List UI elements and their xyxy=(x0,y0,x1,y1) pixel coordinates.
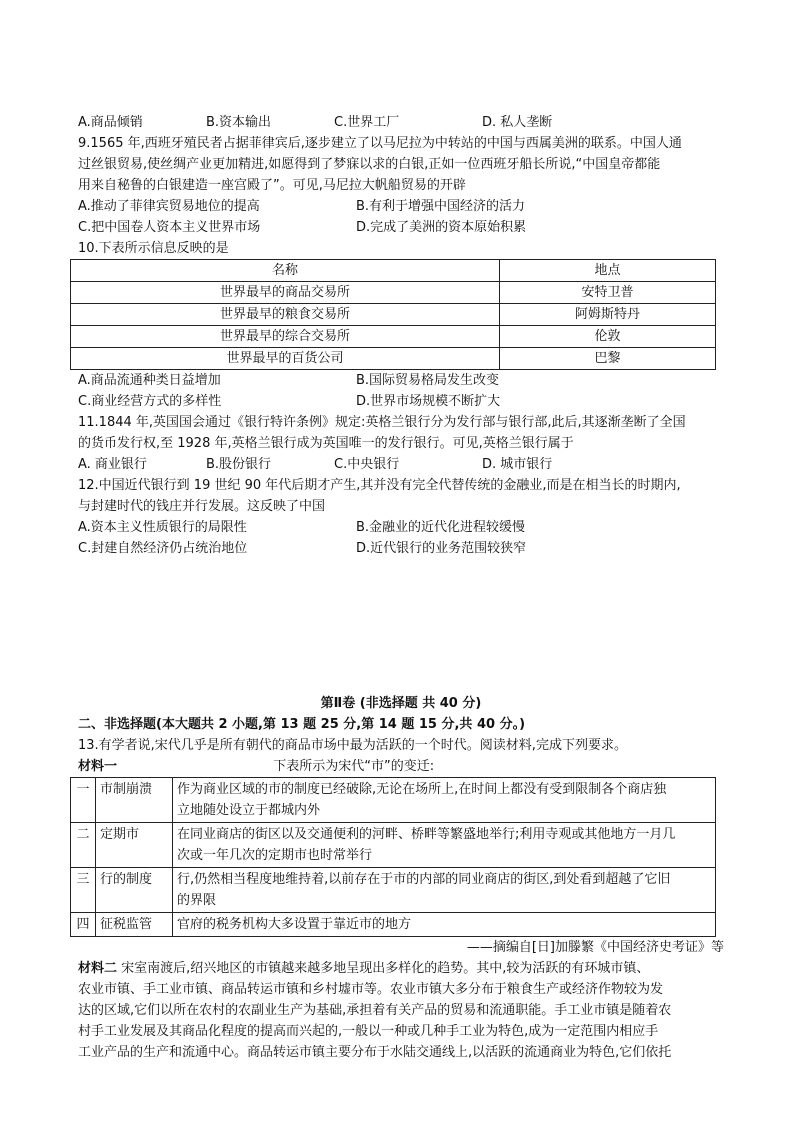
q11-option-d: D. 城市银行 xyxy=(482,457,553,472)
q8-option-c: C.世界工厂 xyxy=(334,115,400,130)
material-2-line: 达的区域,它们以所在农村的农副业生产为基础,承担着有关产品的贸易和流通职能。手工业市镇是随着农 xyxy=(78,1003,672,1018)
material-2-line: 农业市镇、手工业市镇、商品转运市镇和乡村墟市等。农业市镇大多分布于粮食生产或经济作物较为发 xyxy=(78,982,664,997)
q11-option-b: B.股份银行 xyxy=(206,457,272,472)
q9-line: 用来自秘鲁的白银建造一座宫殿了”。可见,马尼拉大帆船贸易的开辟 xyxy=(78,178,466,193)
material-1-caption: 下表所示为宋代“市”的变迁: xyxy=(273,759,435,774)
q10-options-row2 xyxy=(78,391,724,412)
row-text xyxy=(173,868,716,913)
table-header-row xyxy=(71,260,716,282)
q11-line: 11.1844 年,英国国会通过《银行特许条例》规定:英格兰银行分为发行部与银行部,此后,其逐渐垄断了全国 xyxy=(78,415,686,430)
q9-line: 9.1565 年,西班牙殖民者占据菲律宾后,逐步建立了以马尼拉为中转站的中国与西属美洲的联系。中国人通 xyxy=(78,136,682,151)
q12-line: 12.中国近代银行到 19 世纪 90 年代后期才产生,其并没有完全代替传统的金融业,而是在相当长的时期内, xyxy=(78,478,681,493)
material-2-line: 工业产品的生产和流通中心。商品转运市镇主要分布于水陆交通线上,以活跃的流通商业为特色,它们依托 xyxy=(78,1045,672,1060)
material-1-label: 材料一 xyxy=(78,759,118,774)
table-cell: 世界最早的综合交易所 xyxy=(71,326,500,348)
q12-options-row2 xyxy=(78,538,724,559)
table-row xyxy=(71,823,716,868)
q9-option-b: B.有利于增强中国经济的活力 xyxy=(356,199,526,214)
q9-stem xyxy=(78,133,724,196)
q9-option-c: C.把中国卷人资本主义世界市场 xyxy=(78,220,261,235)
row-key: 定期市 xyxy=(96,823,173,868)
table-row xyxy=(71,326,716,348)
row-text-line: 立地随处设立于都城内外 xyxy=(177,803,321,818)
q8-option-d: D. 私人垄断 xyxy=(482,115,553,130)
row-text xyxy=(173,778,716,823)
blank-space xyxy=(78,559,724,693)
q8-option-b: B.资本输出 xyxy=(206,115,272,130)
q12-stem xyxy=(78,475,724,517)
table-cell: 安特卫普 xyxy=(499,282,715,304)
table-row xyxy=(71,348,716,370)
table-cell: 世界最早的商品交易所 xyxy=(71,282,500,304)
q9-line: 过丝银贸易,使丝绸产业更加精进,如愿得到了梦寐以求的白银,正如一位西班牙船长所说,“中国皇帝都能 xyxy=(78,157,661,172)
table-row xyxy=(71,778,716,823)
material-2-label: 材料二 xyxy=(78,961,118,976)
q9-option-d: D.完成了美洲的资本原始积累 xyxy=(356,220,527,235)
row-number: 一 xyxy=(71,778,96,823)
material-2-first-line xyxy=(78,958,724,979)
table-row xyxy=(71,304,716,326)
q9-options-row1 xyxy=(78,196,724,217)
q12-line: 与封建时代的钱庄并行发展。这反映了中国 xyxy=(78,499,326,514)
table-row xyxy=(71,868,716,913)
row-number: 二 xyxy=(71,823,96,868)
material-2 xyxy=(78,958,724,1063)
row-number: 三 xyxy=(71,868,96,913)
q11-stem xyxy=(78,412,724,454)
row-text-line: 官府的税务机构大多设置于靠近市的地方 xyxy=(177,917,412,932)
q10-table xyxy=(70,259,716,370)
q10-option-b: B.国际贸易格局发生改变 xyxy=(356,373,500,388)
material-1-header xyxy=(78,756,724,777)
q12-options-row1 xyxy=(78,517,724,538)
row-text-line: 次或一年几次的定期市也时常举行 xyxy=(177,848,373,863)
table-cell: 巴黎 xyxy=(499,348,715,370)
q10-stem: 10.下表所示信息反映的是 xyxy=(78,241,229,256)
section-heading: 二、非选择题(本大题共 2 小题,第 13 题 25 分,第 14 题 15 分,共 40 分。) xyxy=(78,717,526,732)
q13-market-table xyxy=(70,777,716,937)
table-cell: 伦敦 xyxy=(499,326,715,348)
table-header-name: 名称 xyxy=(71,260,500,282)
q12-option-d: D.近代银行的业务范围较狭窄 xyxy=(356,541,527,556)
row-text xyxy=(173,913,716,937)
material-1-source: ——摘编自[日]加滕繁《中国经济史考证》等 xyxy=(466,940,724,955)
row-text-line: 的界限 xyxy=(177,893,217,908)
row-text-line: 作为商业区域的市的制度已经破除,无论在场所上,在时间上都没有受到限制各个商店独 xyxy=(177,782,667,797)
material-2-line: 村手工业发展及其商品化程度的提高而兴起的,一般以一种或几种手工业为特色,成为一定范围内相应手 xyxy=(78,1024,659,1039)
row-key: 市制崩溃 xyxy=(96,778,173,823)
row-text-line: 在同业商店的街区以及交通便利的河畔、桥畔等繁盛地举行;利用寺观或其他地方一月几 xyxy=(177,827,676,842)
q10-option-c: C.商业经营方式的多样性 xyxy=(78,394,222,409)
table-header-place: 地点 xyxy=(499,260,715,282)
q9-option-a: A.推动了菲律宾贸易地位的提高 xyxy=(78,199,260,214)
table-cell: 世界最早的百货公司 xyxy=(71,348,500,370)
table-row xyxy=(71,913,716,937)
row-number: 四 xyxy=(71,913,96,937)
table-cell: 世界最早的粮食交易所 xyxy=(71,304,500,326)
exam-page xyxy=(78,112,724,1063)
q8-options xyxy=(78,112,724,133)
row-text xyxy=(173,823,716,868)
material-2-line: 宋室南渡后,绍兴地区的市镇越来越多地呈现出多样化的趋势。其中,较为活跃的有环城市镇、 xyxy=(117,961,650,976)
row-key: 行的制度 xyxy=(96,868,173,913)
q11-option-c: C.中央银行 xyxy=(334,457,400,472)
q11-option-a: A. 商业银行 xyxy=(78,457,147,472)
row-key: 征税监管 xyxy=(96,913,173,937)
q12-option-c: C.封建自然经济仍占统治地位 xyxy=(78,541,248,556)
q10-options-row1 xyxy=(78,370,724,391)
q11-options xyxy=(78,454,724,475)
row-text-line: 行,仍然相当程度地维持着,以前存在于市的内部的同业商店的街区,到处看到超越了它旧 xyxy=(177,872,671,887)
q11-line: 的货币发行权,至 1928 年,英格兰银行成为英国唯一的发行银行。可见,英格兰银行属于 xyxy=(78,436,574,451)
q9-options-row2 xyxy=(78,217,724,238)
q10-option-d: D.世界市场规模不断扩大 xyxy=(356,394,501,409)
q10-option-a: A.商品流通种类日益增加 xyxy=(78,373,221,388)
table-cell: 阿姆斯特丹 xyxy=(499,304,715,326)
q8-option-a: A.商品倾销 xyxy=(78,115,143,130)
part2-title: 第Ⅱ卷 (非选择题 共 40 分) xyxy=(320,696,482,711)
q12-option-a: A.资本主义性质银行的局限性 xyxy=(78,520,247,535)
table-row xyxy=(71,282,716,304)
q13-stem: 13.有学者说,宋代几乎是所有朝代的商品市场中最为活跃的一个时代。阅读材料,完成下列要求。 xyxy=(78,738,627,753)
q12-option-b: B.金融业的近代化进程较缓慢 xyxy=(356,520,526,535)
